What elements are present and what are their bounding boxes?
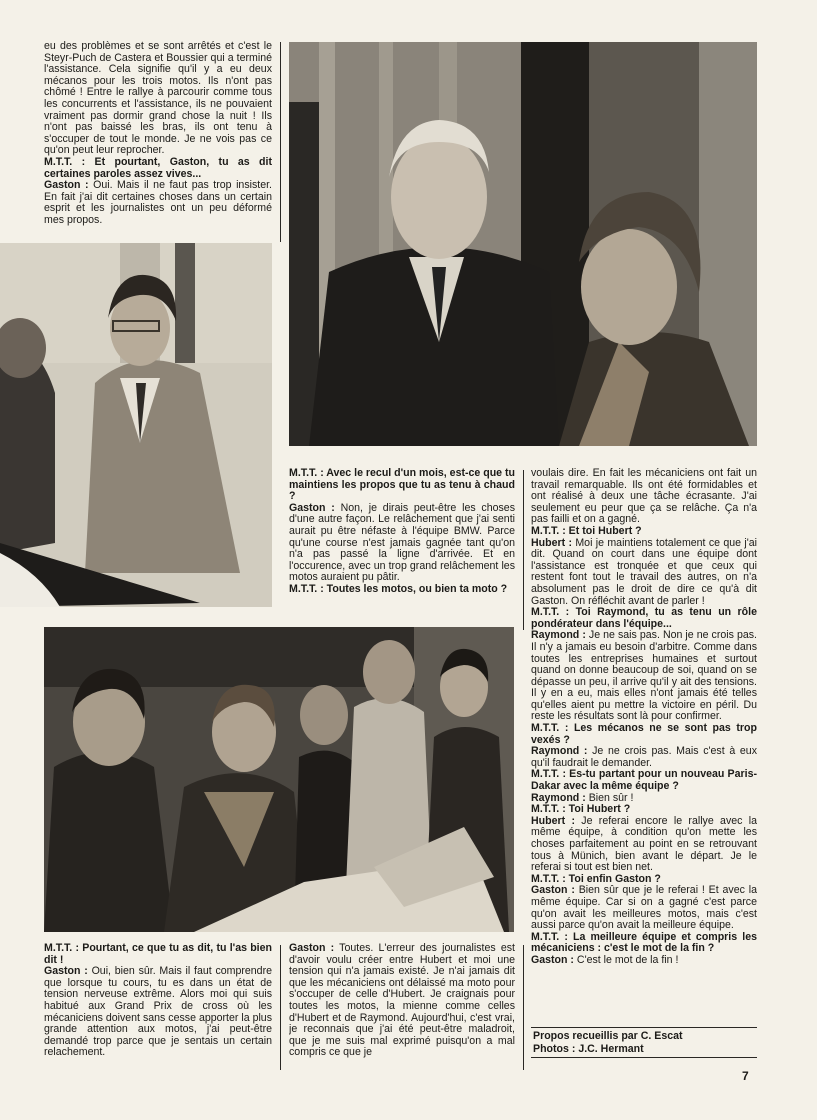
column-rule-4 — [523, 945, 524, 1070]
credits-interview: Propos recueillis par C. Escat — [533, 1030, 683, 1042]
answer-paragraph — [531, 630, 757, 723]
col1-bottom-text — [44, 943, 272, 1073]
answer-paragraph — [289, 503, 515, 584]
answer-text: Oui. Mais il ne faut pas trop insister. En fait j'ai dit certaines choses dans un certain esprit et les journalistes ont un peu déformé mes propos. — [44, 179, 272, 226]
answer-paragraph — [289, 943, 515, 1059]
answer-paragraph — [531, 816, 757, 874]
credits-rule-top — [531, 1027, 757, 1028]
answer-text: Bien sûr ! — [585, 791, 634, 804]
answer-text: Non, je dirais peut-être les choses d'une autre façon. Le relâchement que j'ai senti aurait pu être néfaste à l'équipe BMW. Parce qu'une course n'est jamais gagnée tant qu'on n'a pas passé la ligne d'arrivée. Et en l'occurence, avec un trop grand relâchement les motos auraient pu pâtir. — [289, 501, 515, 584]
answer-text: Je ne sais pas. Non je ne crois pas. Il n'y a jamais eu besoin d'arbitre. Comme dans toutes les entreprises humaines et surtout quand on donne beaucoup de soi, quand on se dépasse un peu, il arrive qu'il y ait des tensions. Il y en a eu, mais elles n'ont jamais été telles qu'elles aient pu mettre la victoire en péril. Du reste les résultats sont là pour confirmer. — [531, 629, 757, 723]
speaker-name: Raymond : — [531, 745, 588, 758]
answer-paragraph — [531, 955, 757, 967]
answer-paragraph — [44, 41, 272, 157]
speaker-name: Gaston : — [531, 953, 574, 966]
speaker-name: Raymond : — [531, 629, 586, 642]
answer-text: Je ne crois pas. Mais c'est à eux qu'il faudrait le demander. — [531, 745, 757, 769]
question-paragraph: M.T.T. : Es-tu partant pour un nouveau Paris-Dakar avec la même équipe ? — [531, 768, 757, 793]
credits — [533, 1030, 759, 1055]
speaker-name: Gaston : — [289, 501, 335, 514]
question-paragraph: M.T.T. : Pourtant, ce que tu as dit, tu l'as bien dit ! — [44, 943, 272, 966]
credits-rule-bottom — [531, 1057, 757, 1058]
speaker-name: Gaston : — [44, 179, 89, 192]
credits-photos: Photos : J.C. Hermant — [533, 1042, 644, 1055]
answer-text: Moi je maintiens totalement ce que j'ai dit. Quand on court dans une équipe dont l'assistance est tronquée et que ceux qui restent font tout le travail des autres, on n'a absolument pas le droit de dire ce qu'à dit Gaston. On réfléchit avant de parler ! — [531, 536, 757, 607]
page-number: 7 — [742, 1069, 749, 1083]
answer-text: Je referai encore le rallye avec la même équipe, à condition qu'on mette les choses parfaitement au point en se retrouvant tous à Münich, bien avant le départ. Je le referai si tout est bien net. — [531, 814, 757, 874]
col2-mid-text — [289, 468, 515, 618]
question-paragraph: M.T.T. : Et toi Hubert ? — [531, 524, 642, 537]
col3-text — [531, 468, 757, 990]
col2-bottom-text — [289, 943, 515, 1073]
answer-paragraph — [531, 746, 757, 769]
question-paragraph: M.T.T. : Les mécanos ne se sont pas trop vexés ? — [531, 722, 757, 746]
question-paragraph: M.T.T. : La meilleure équipe et compris les mécaniciens : c'est le mot de la fin ? — [531, 930, 757, 955]
answer-paragraph — [531, 538, 757, 608]
column-rule-3 — [280, 945, 281, 1070]
photo-man-in-suit — [0, 243, 272, 607]
column-rule-2 — [523, 470, 524, 630]
answer-paragraph — [531, 468, 757, 526]
question-paragraph: M.T.T. : Toutes les motos, ou bien ta moto ? — [289, 582, 508, 595]
question-paragraph: M.T.T. : Avec le recul d'un mois, est-ce que tu maintiens les propos que tu as tenu à chaud ? — [289, 468, 515, 503]
photo-two-men-talking — [289, 42, 757, 446]
answer-paragraph — [44, 966, 272, 1059]
answer-text: C'est le mot de la fin ! — [573, 953, 679, 966]
speaker-name: Gaston : — [289, 943, 335, 954]
answer-paragraph — [531, 885, 757, 931]
speaker-name: Gaston : — [531, 884, 575, 897]
speaker-name: Hubert : — [531, 536, 573, 549]
speaker-name: Hubert : — [531, 814, 575, 827]
answer-text: Bien sûr que je le referai ! Et avec la même équipe. Car si on a gagné c'est parce qu'on avait les meilleures motos, mais c'est aussi parce qu'on avait la meilleure équipe. — [531, 884, 757, 932]
answer-text: eu des problèmes et se sont arrêtés et c'est le Steyr-Puch de Castera et Boussier qui a terminé l'assistance. Cela signifie qu'il y a eu deux mécanos pour les trois motos. Ils n'ont pas chômé ! Entre le rallye à parcourir comme tous les concurrents et l'assistance, ils ne pouvaient vraiment pas dormir grand chose la nuit ! Ils n'ont pas baissé les bras, ils ont tenu à s'occuper de tout le monde. Je ne vois pas ce qu'on peut leur reprocher. — [44, 41, 272, 157]
speaker-name: Raymond : — [531, 791, 586, 804]
answer-text: Toutes. L'erreur des journalistes est d'avoir voulu créer entre Hubert et moi une tension qui n'a jamais existé. Je n'ai jamais dit que les mécaniciens ont délaissé ma moto pour s'occuper de celle d'Hubert. Je craignais pour toutes les motos, la mienne comme celles d'Hubert et de Raymond. Aujourd'hui, c'est vrai, je reconnais que j'ai été peut-être maladroit, que je me suis mal exprimé puisqu'on a mal compris ce que je — [289, 943, 515, 1059]
question-paragraph: M.T.T. : Toi Raymond, tu as tenu un rôle pondérateur dans l'équipe... — [531, 606, 757, 630]
question-paragraph: M.T.T. : Toi enfin Gaston ? — [531, 872, 661, 885]
answer-text: voulais dire. En fait les mécaniciens ont fait un travail remarquable. Ils ont été formidables et ont réalisé à deux une tâche écrasante. J'ai seulement eu peur que ça se relâche. Ça n'a pas failli et on a gagné. — [531, 468, 757, 526]
answer-text: Oui, bien sûr. Mais il faut comprendre que lorsque tu cours, tu es dans un état de tension nerveuse extrême. Alors moi qui suis habitué aux Grand Prix de cross où les mécaniciens doivent sans cesse apporter la plus grande attention aux motos, j'ai peut-être demandé trop parce que je sentais un certain relachement. — [44, 965, 272, 1059]
question-paragraph: M.T.T. : Et pourtant, Gaston, tu as dit certaines paroles assez vives... — [44, 155, 272, 180]
column-rule-1 — [280, 42, 281, 242]
speaker-name: Gaston : — [44, 965, 88, 978]
answer-paragraph — [44, 180, 272, 226]
question-paragraph: M.T.T. : Toi Hubert ? — [531, 803, 631, 816]
col1-top-text — [44, 41, 272, 233]
photo-group-signing — [44, 627, 514, 932]
